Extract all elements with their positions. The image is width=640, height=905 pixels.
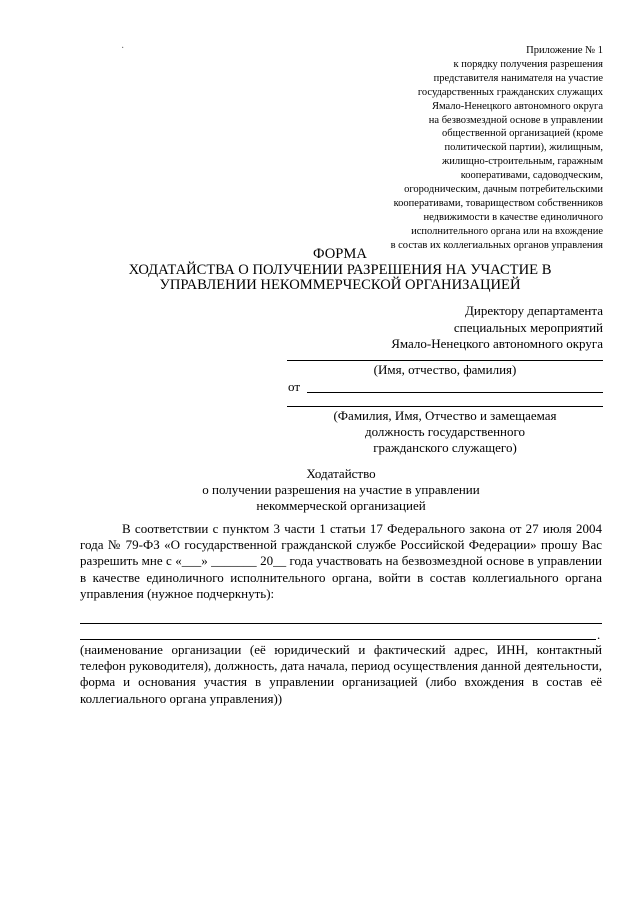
sender-caption-line: должность государственного bbox=[364, 424, 526, 439]
addressee-line: Ямало-Ненецкого автономного округа bbox=[391, 336, 603, 351]
sender-caption bbox=[287, 408, 603, 456]
addressee-line: специальных мероприятий bbox=[453, 319, 603, 335]
addressee-block bbox=[303, 303, 603, 353]
annex-line: недвижимости в качестве единоличного bbox=[423, 211, 603, 223]
annex-line: Приложение № 1 bbox=[526, 45, 603, 56]
annex-line: к порядку получения разрешения bbox=[453, 58, 603, 70]
form-title bbox=[60, 247, 620, 294]
director-name-caption: (Имя, отчество, фамилия) bbox=[373, 362, 517, 377]
petition-subtitle: некоммерческой организацией bbox=[256, 498, 426, 513]
annex-line: жилищно-строительным, гаражным bbox=[442, 156, 603, 168]
annex-line: кооперативами, товариществом собственников bbox=[393, 197, 603, 209]
annex-line: государственных гражданских служащих bbox=[417, 86, 603, 98]
petition-title: Ходатайство bbox=[306, 466, 376, 481]
addressee-line: Директору департамента bbox=[465, 303, 603, 318]
organization-line-1 bbox=[80, 623, 602, 624]
director-name-line bbox=[287, 360, 603, 361]
title-line: ХОДАТАЙСТВА О ПОЛУЧЕНИИ РАЗРЕШЕНИЯ НА УЧАСТИЕ В bbox=[128, 261, 552, 278]
sender-caption-line: (Фамилия, Имя, Отчество и замещаемая bbox=[333, 408, 557, 423]
annex-line: огородническим, дачным потребительскими bbox=[404, 184, 603, 196]
annex-line: в состав их коллегиальных органов управления bbox=[390, 239, 603, 251]
annex-line: представителя нанимателя на участие bbox=[433, 72, 603, 84]
petition-paragraph: В соответствии с пунктом 3 части 1 статьи 17 Федерального закона от 27 июля 2004 года № 79-ФЗ «О государственной гражданской службе Российской Федерации» прошу Вас разрешить мне с «___» _______ 20__ года участвовать на безвозмездной основе в управлении в качестве единоличного исполнительного органа, войти в состав коллегиального органа управления (нужное подчеркнуть): bbox=[80, 521, 602, 601]
title-line: ФОРМА bbox=[313, 246, 367, 262]
sender-line-1 bbox=[307, 392, 603, 393]
organization-line-end: . bbox=[597, 627, 601, 642]
annex-header bbox=[313, 44, 603, 253]
sender-line-2 bbox=[287, 406, 603, 407]
annex-line: Ямало-Ненецкого автономного округа bbox=[431, 100, 603, 112]
organization-line-2 bbox=[80, 639, 596, 640]
from-label: от bbox=[288, 379, 301, 394]
organization-caption: (наименование организации (её юридический и фактический адрес, ИНН, контактный телефон руководителя), должность, дата начала, период осуществления данной деятельности, форма и основания участия в управлении организацией (либо вхождения в состав её коллегиального органа управления)) bbox=[80, 642, 602, 706]
scan-speck: · bbox=[121, 43, 125, 54]
annex-line: на безвозмездной основе в управлении bbox=[428, 114, 603, 126]
petition-heading bbox=[80, 466, 602, 514]
petition-body bbox=[80, 521, 602, 602]
annex-line: кооперативами, садоводческим, bbox=[460, 170, 603, 182]
petition-subtitle: о получении разрешения на участие в управлении bbox=[202, 482, 480, 497]
sender-caption-line: гражданского служащего) bbox=[373, 440, 517, 455]
annex-line: общественной организацией (кроме bbox=[442, 128, 603, 140]
annex-line: исполнительного органа или на вхождение bbox=[411, 225, 603, 237]
annex-line: политической партии), жилищным, bbox=[444, 142, 603, 154]
title-line: УПРАВЛЕНИИ НЕКОММЕРЧЕСКОЙ ОРГАНИЗАЦИЕЙ bbox=[159, 277, 521, 293]
